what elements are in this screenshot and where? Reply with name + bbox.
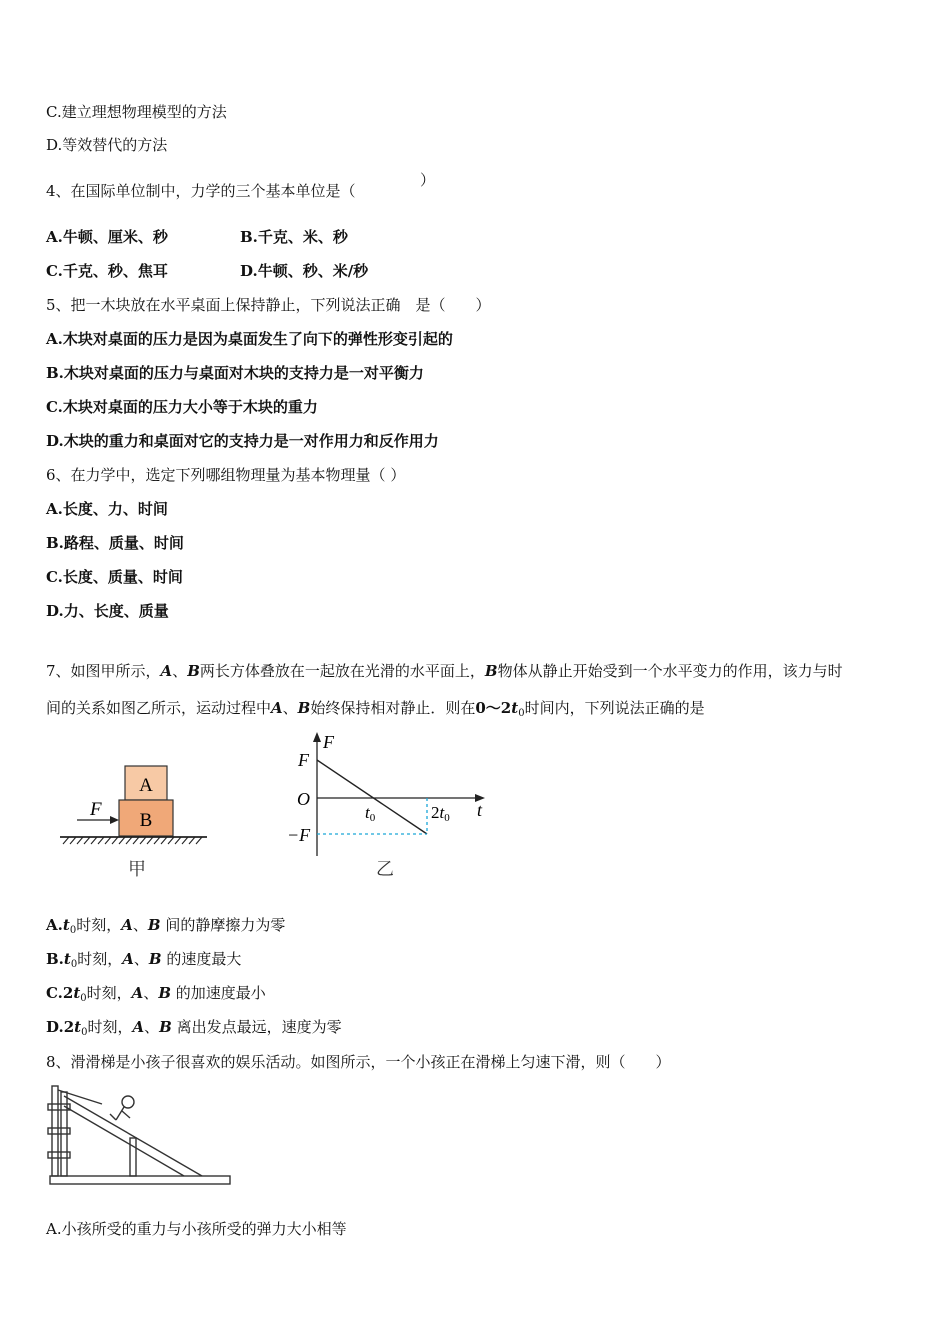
opt-text: 时刻， (87, 1018, 133, 1036)
opt-var: A (122, 950, 134, 968)
opt-sep: 、 (133, 950, 149, 968)
t0-label: t0 (365, 803, 376, 824)
q6-option-b: B.路程、质量、时间 (46, 534, 184, 552)
q6-option-a: A.长度、力、时间 (46, 500, 168, 518)
slide-support (130, 1138, 136, 1176)
q5-option-d: D.木块的重力和桌面对它的支持力是一对作用力和反作用力 (46, 432, 439, 450)
q7-text: 物体从静止开始受到一个水平变力的作用，该力与时 (497, 662, 843, 680)
origin-label: O (297, 789, 310, 809)
slide-figure (44, 1082, 236, 1190)
q6-stem: 6、在力学中，选定下列哪组物理量为基本物理量（ ） (46, 466, 406, 484)
opt-sep: 、 (143, 984, 159, 1002)
opt-sub: 0 (70, 959, 78, 970)
q4-stem: 4、在国际单位制中，力学的三个基本单位是（ (46, 182, 356, 200)
opt-var: t (63, 950, 71, 968)
slide-base (50, 1176, 230, 1184)
opt-text: 间的静摩擦力为零 (160, 916, 286, 934)
opt-var: B (158, 984, 172, 1002)
q7-var-b: B (484, 662, 498, 680)
q6-option-c: C.长度、质量、时间 (46, 568, 183, 586)
q7-range: 0～2 (475, 699, 512, 717)
opt-var: B (147, 916, 161, 934)
q4-stem-close: ） (420, 171, 436, 189)
opt-var: t (62, 916, 70, 934)
opt-text: 时刻， (77, 950, 123, 968)
q7-sep: 、 (172, 662, 188, 680)
q6-option-d: D.力、长度、质量 (46, 602, 169, 620)
f-axis-label: F (323, 732, 334, 752)
q7-var-t: t (511, 699, 519, 717)
caption-yi: 乙 (376, 859, 394, 879)
opt-var: A (132, 1018, 145, 1036)
force-arrowhead-icon (110, 816, 119, 824)
opt-sub: 0 (81, 1027, 88, 1038)
opt-text: 的速度最大 (161, 950, 242, 968)
force-label: F (90, 799, 102, 820)
q7-text: 时间内，下列说法正确的是 (524, 699, 705, 717)
figure-jia (55, 760, 215, 885)
ladder-post-left (52, 1086, 58, 1176)
opt-prefix: B. (46, 950, 64, 968)
q7-text: 间的关系如图乙所示，运动过程中 (46, 699, 272, 717)
q7-stem-line2 (46, 698, 705, 724)
t-axis-label: t (477, 800, 483, 820)
q4-option-c: C.千克、秒、焦耳 (46, 262, 168, 280)
opt-text: 的加速度最小 (171, 984, 266, 1002)
opt-prefix: A. (46, 916, 63, 934)
q4-option-d: D.牛顿、秒、米/秒 (240, 262, 369, 280)
opt-sep: 、 (132, 916, 148, 934)
q7-option-c (46, 983, 266, 1009)
q5-stem: 5、把一木块放在水平桌面上保持静止，下列说法正确 是（ ） (46, 296, 491, 314)
opt-var: B (159, 1018, 172, 1036)
child-arm (122, 1111, 130, 1118)
opt-sub: 0 (80, 993, 87, 1004)
opt-var: t (73, 984, 81, 1002)
opt-prefix: C.2 (46, 984, 74, 1002)
opt-var: A (121, 916, 133, 934)
opt-var: t (74, 1018, 82, 1036)
q7-stem-line1 (46, 661, 843, 681)
q7-var-b: B (297, 699, 311, 717)
q7-option-d (46, 1017, 342, 1043)
block-b-label: B (139, 810, 153, 831)
neg-f-label: −F (287, 825, 311, 845)
ground-hatch (63, 837, 202, 844)
q8-option-a: A.小孩所受的重力与小孩所受的弹力大小相等 (46, 1220, 347, 1238)
opt-sep: 、 (144, 1018, 160, 1036)
q7-option-b (46, 949, 241, 975)
child-head (122, 1096, 134, 1108)
two-t0-label: 2t0 (431, 803, 450, 824)
q4-option-a: A.牛顿、厘米、秒 (46, 228, 168, 246)
q5-option-c: C.木块对桌面的压力大小等于木块的重力 (46, 398, 318, 416)
slide-board (64, 1106, 184, 1176)
q5-option-a: A.木块对桌面的压力是因为桌面发生了向下的弹性形变引起的 (46, 330, 453, 348)
q7-sub: 0 (518, 708, 525, 719)
opt-var: B (148, 950, 162, 968)
slide-board (64, 1096, 202, 1176)
q5-option-b: B.木块对桌面的压力与桌面对木块的支持力是一对平衡力 (46, 364, 424, 382)
opt-var: A (131, 984, 144, 1002)
q7-sep: 、 (282, 699, 298, 717)
q7-var-a: A (160, 662, 173, 680)
f-axis-arrowhead-icon (313, 732, 321, 742)
q4-option-b: B.千克、米、秒 (240, 228, 348, 246)
q7-text: 7、如图甲所示， (46, 662, 161, 680)
q3-option-d: D.等效替代的方法 (46, 136, 168, 154)
f-value-label: F (298, 750, 309, 770)
opt-text: 时刻， (86, 984, 132, 1002)
q3-option-c: C.建立理想物理模型的方法 (46, 103, 227, 121)
caption-jia: 甲 (128, 859, 146, 879)
q7-var-b: B (187, 662, 200, 680)
opt-prefix: D.2 (46, 1018, 75, 1036)
child-body (116, 1107, 124, 1120)
q8-stem: 8、滑滑梯是小孩子很喜欢的娱乐活动。如图所示，一个小孩正在滑梯上匀速下滑，则（ ） (46, 1053, 671, 1071)
child-leg (110, 1114, 116, 1120)
q7-text: 两长方体叠放在一起放在光滑的水平面上， (199, 662, 485, 680)
block-a-label: A (139, 775, 153, 796)
q7-var-a: A (271, 699, 283, 717)
opt-sub: 0 (69, 925, 77, 936)
opt-text: 离出发点最远，速度为零 (171, 1018, 342, 1036)
q7-option-a (46, 915, 285, 941)
opt-text: 时刻， (76, 916, 122, 934)
figure-yi (285, 728, 495, 883)
q7-text: 始终保持相对静止．则在 (310, 699, 476, 717)
